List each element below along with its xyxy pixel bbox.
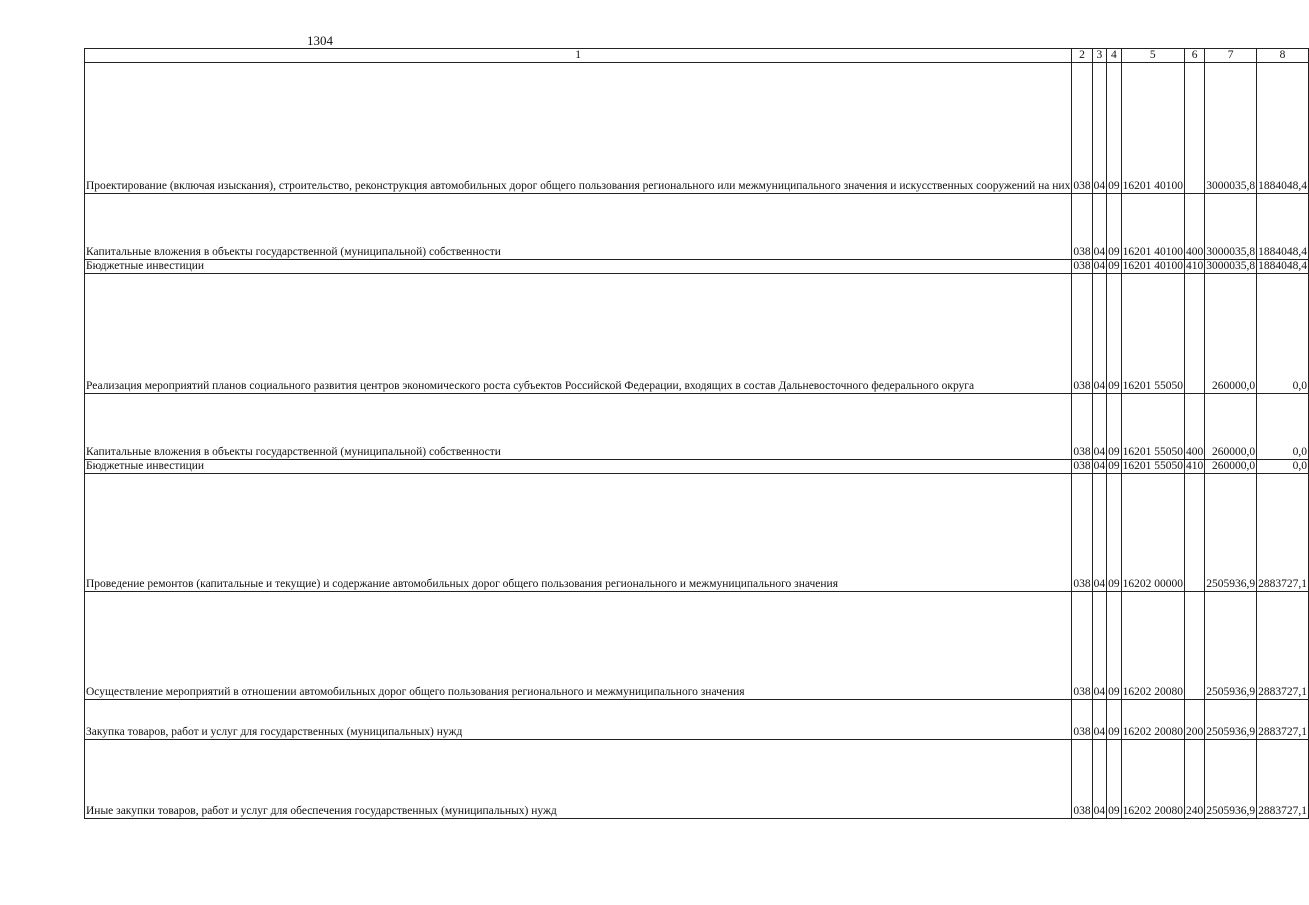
value-cell: 2883727,1 [1257,474,1309,592]
header-cell: 4 [1107,49,1122,63]
value-cell: 2883727,1 [1257,592,1309,700]
code-cell: 09 [1107,63,1122,194]
code-cell: 038 [1072,474,1092,592]
code-cell: 04 [1093,460,1106,472]
code-cell: 16201 55050 [1121,394,1184,460]
row-label: Реализация мероприятий планов социального развития центров экономического роста субъектов Российской Федерации, входящих в состав Дальневосточного федерального округа [85,274,1072,394]
code-cell: 038 [1073,460,1091,472]
row-label: Проведение ремонтов (капитальные и текущие) и содержание автомобильных дорог общего пользования регионального и межмуниципального значения [85,474,1072,592]
code-cell: 16202 00000 [1121,474,1184,592]
value-cell: 2505936,9 [1205,740,1257,819]
header-cell: 8 [1257,49,1309,63]
code-cell: 04 [1092,592,1107,700]
row-label: Проектирование (включая изыскания), строительство, реконструкция автомобильных дорог общего пользования регионального или межмуниципального значения и искусственных сооружений на них [85,63,1072,194]
table-row [85,63,1309,194]
table-row [85,460,1309,474]
code-cell: 09 [1107,740,1122,819]
value-cell: 2883727,1 [1257,700,1309,740]
code-cell: 04 [1092,63,1107,194]
row-label: Бюджетные инвестиции [85,260,1072,274]
code-cell: 04 [1092,740,1107,819]
code-cell: 04 [1093,260,1106,272]
value-cell: 3000035,8 [1206,260,1256,272]
header-cell: 2 [1072,49,1092,63]
code-cell [1184,274,1204,394]
code-cell: 16201 40100 [1121,194,1184,260]
code-cell: 038 [1072,592,1092,700]
row-label: Закупка товаров, работ и услуг для государственных (муниципальных) нужд [85,700,1072,740]
code-cell: 038 [1072,740,1092,819]
code-cell: 200 [1184,700,1204,740]
page-number: 1304 [307,33,333,48]
code-cell: 410 [1185,260,1204,272]
code-cell: 038 [1072,394,1092,460]
budget-table [84,48,1309,819]
table-row [85,474,1309,592]
code-cell: 400 [1184,394,1204,460]
value-cell: 2505936,9 [1205,474,1257,592]
code-cell: 16201 40100 [1122,260,1183,272]
row-label: Бюджетные инвестиции [85,460,1072,474]
code-cell: 16202 20080 [1121,592,1184,700]
code-cell: 09 [1107,592,1122,700]
value-cell: 3000035,8 [1205,194,1257,260]
code-cell: 09 [1107,394,1122,460]
code-cell: 16201 55050 [1121,274,1184,394]
value-cell: 0,0 [1257,460,1309,474]
code-cell: 09 [1107,274,1122,394]
code-cell: 09 [1107,194,1122,260]
code-cell: 04 [1092,700,1107,740]
value-cell: 260000,0 [1205,394,1257,460]
value-cell: 1884048,4 [1257,194,1309,260]
code-cell: 400 [1184,194,1204,260]
code-cell: 038 [1072,274,1092,394]
code-cell: 16201 40100 [1121,63,1184,194]
code-cell: 09 [1107,700,1122,740]
value-cell: 260000,0 [1205,460,1257,474]
table-row [85,592,1309,700]
row-label: Осуществление мероприятий в отношении автомобильных дорог общего пользования регионального и межмуниципального значения [85,592,1072,700]
table-row [85,194,1309,260]
header-cell: 1 [85,49,1072,63]
row-label: Иные закупки товаров, работ и услуг для обеспечения государственных (муниципальных) нужд [85,740,1072,819]
table-row [85,740,1309,819]
code-cell: 038 [1072,194,1092,260]
code-cell: 04 [1092,474,1107,592]
code-cell: 04 [1092,274,1107,394]
code-cell: 09 [1108,260,1120,272]
value-cell: 1884048,4 [1257,63,1309,194]
code-cell: 038 [1073,260,1091,272]
table-row [85,700,1309,740]
code-cell: 038 [1072,700,1092,740]
header-cell: 3 [1092,49,1107,63]
header-cell: 7 [1205,49,1257,63]
header-row [85,49,1309,63]
code-cell [1184,474,1204,592]
code-cell: 410 [1185,460,1204,472]
value-cell: 0,0 [1257,274,1309,394]
table-row [85,394,1309,460]
code-cell: 09 [1107,474,1122,592]
code-cell [1184,592,1204,700]
row-label: Капитальные вложения в объекты государственной (муниципальной) собственности [85,394,1072,460]
header-cell: 5 [1121,49,1184,63]
table-row [85,260,1309,274]
code-cell: 038 [1072,63,1092,194]
value-cell: 2883727,1 [1257,740,1309,819]
table-row [85,274,1309,394]
code-cell: 240 [1184,740,1204,819]
code-cell: 04 [1092,194,1107,260]
code-cell [1184,63,1204,194]
value-cell: 260000,0 [1205,274,1257,394]
code-cell: 09 [1108,460,1120,472]
code-cell: 16201 55050 [1122,460,1183,472]
value-cell: 3000035,8 [1205,63,1257,194]
value-cell: 1884048,4 [1258,260,1307,272]
value-cell: 0,0 [1257,394,1309,460]
code-cell: 16202 20080 [1121,700,1184,740]
code-cell: 04 [1092,394,1107,460]
value-cell: 2505936,9 [1205,700,1257,740]
code-cell: 16202 20080 [1121,740,1184,819]
value-cell: 2505936,9 [1205,592,1257,700]
row-label: Капитальные вложения в объекты государственной (муниципальной) собственности [85,194,1072,260]
header-cell: 6 [1184,49,1204,63]
